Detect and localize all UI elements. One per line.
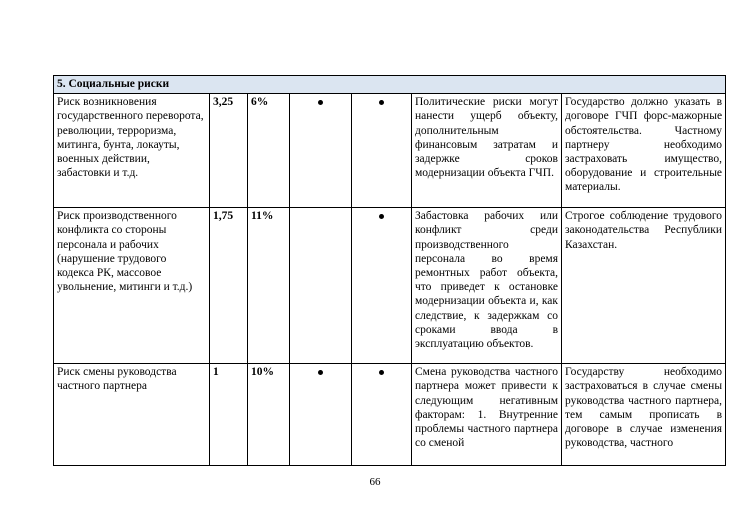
risk-mitigation-cell [562, 364, 726, 466]
section-header-row [54, 76, 726, 94]
risk-mitigation: Государство должно указать в договоре ГЧП форс-мажорные обстоятельства. Частному партнеру необходимо застраховать имущество, оборудование и строительные материалы. [562, 94, 726, 208]
bullet-icon [318, 100, 323, 105]
bullet-icon [379, 370, 384, 375]
table-row [54, 208, 726, 364]
risk-name: Риск возникновения государственного переворота, революции, терроризма, митинга, бунта, локауты, военных действии, забастовки и т.д. [54, 94, 210, 208]
bullet-icon [379, 100, 384, 105]
risk-table [53, 75, 726, 466]
risk-mitigation: Государству необходимо застраховаться в случае смены руководства частного партнера, тем самым прописать в договоре в случае изменения руководства, частного [565, 366, 723, 450]
risk-consequence: Смена руководства частного партнера может привести к следующим негативным факторам: 1. Внутренние проблемы частного партнера со сменой [415, 366, 558, 450]
bullet-icon [379, 214, 384, 219]
risk-percent: 11% [248, 208, 290, 364]
risk-consequence: Забастовка рабочих или конфликт среди производственного персонала во время ремонтных работ объекта, что приведет к остановке модернизации объекта и, как следствие, к задержкам со сроками ввода в эксплуатацию объектов. [412, 208, 562, 364]
mark-cell-b [352, 94, 412, 208]
risk-percent: 10% [248, 364, 290, 466]
mark-cell-b [352, 364, 412, 466]
risk-score: 3,25 [210, 94, 248, 208]
risk-name: Риск производственного конфликта со стороны персонала и рабочих (нарушение трудового кодекса РК, массовое увольнение, митинги и т.д.) [54, 208, 210, 364]
mark-cell-b [352, 208, 412, 364]
risk-mitigation: Строгое соблюдение трудового законодательства Республики Казахстан. [562, 208, 726, 364]
table-row [54, 364, 726, 466]
table-row [54, 94, 726, 208]
risk-name: Риск смены руководства частного партнера [54, 364, 210, 466]
risk-percent: 6% [248, 94, 290, 208]
section-title: 5. Социальные риски [54, 76, 726, 94]
risk-consequence: Политические риски могут нанести ущерб объекту, дополнительным финансовым затратам и задержке сроков модернизации объекта ГЧП. [412, 94, 562, 208]
risk-consequence-cell [412, 364, 562, 466]
page-number: 66 [369, 476, 381, 488]
bullet-icon [318, 370, 323, 375]
mark-cell-a [290, 94, 352, 208]
mark-cell-a [290, 364, 352, 466]
risk-score: 1,75 [210, 208, 248, 364]
mark-cell-a [290, 208, 352, 364]
risk-score: 1 [210, 364, 248, 466]
